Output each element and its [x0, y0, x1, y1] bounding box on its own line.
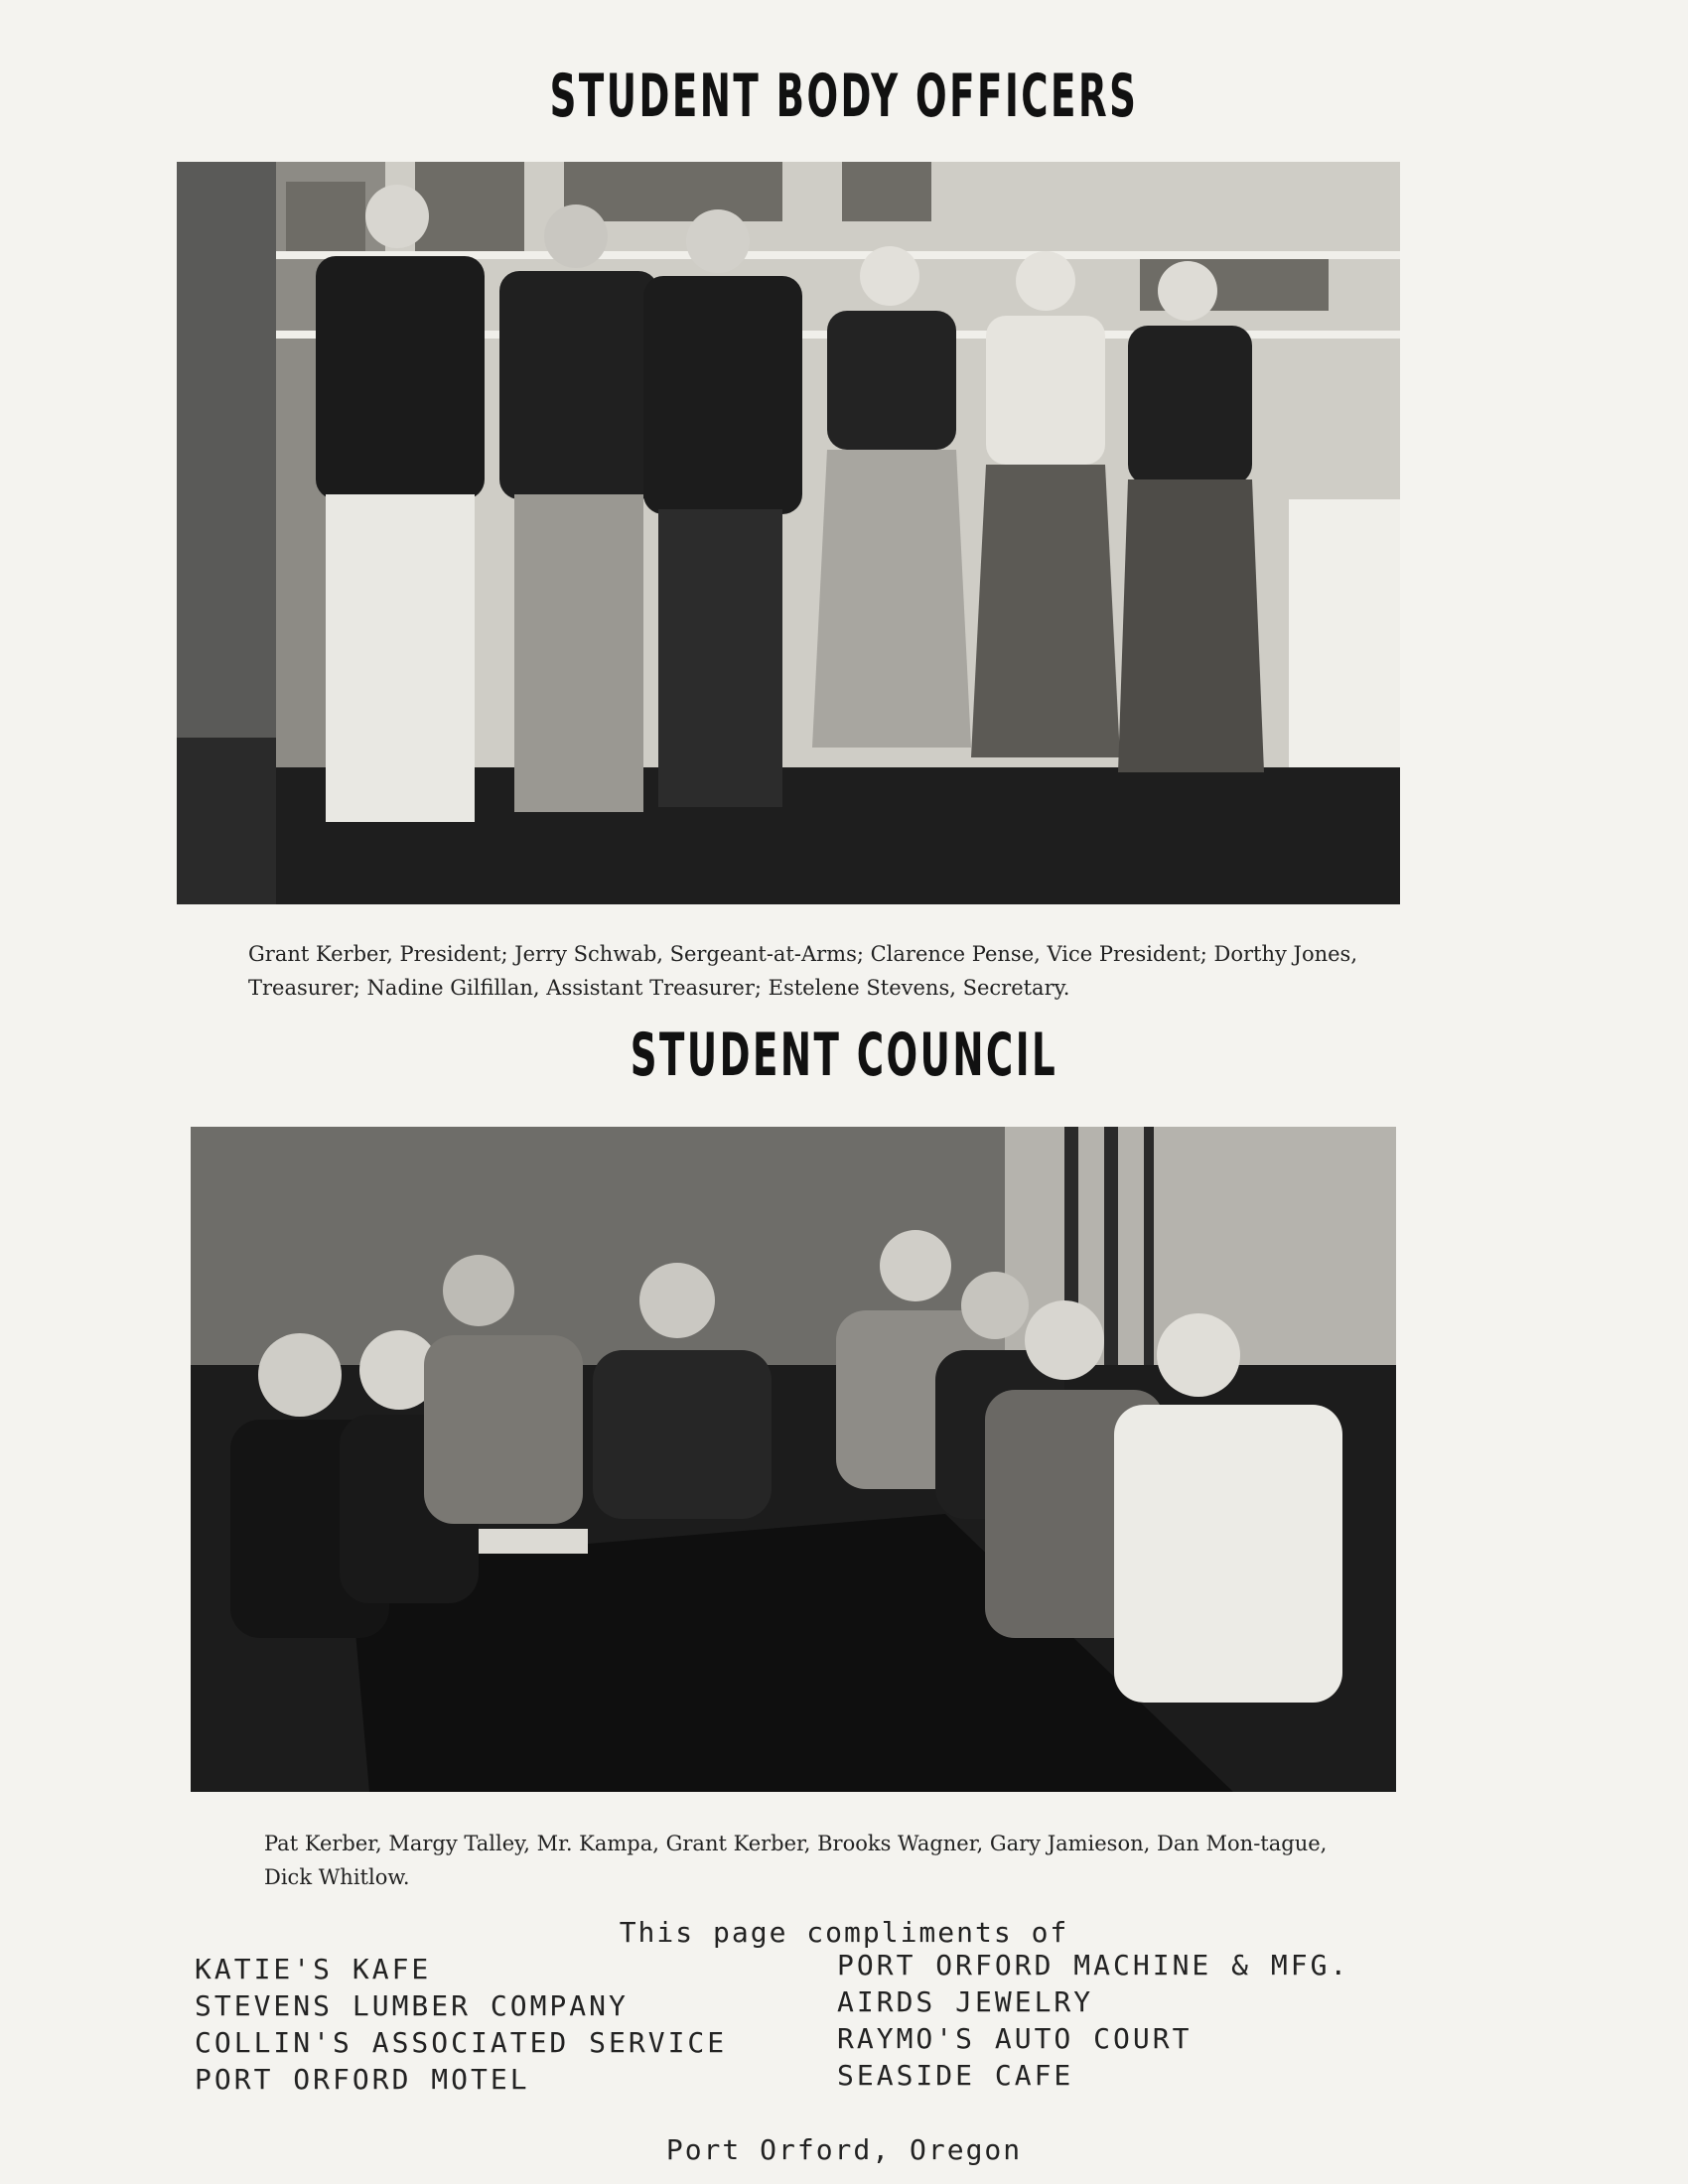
compliments-line: This page compliments of: [619, 1916, 1069, 1949]
officers-heading: STUDENT BODY OFFICERS: [549, 62, 1139, 131]
council-photo-illustration: [191, 1127, 1396, 1792]
location-line: Port Orford, Oregon: [665, 2133, 1023, 2166]
sponsor-name: PORT ORFORD MOTEL: [195, 2063, 530, 2096]
sponsor-name: STEVENS LUMBER COMPANY: [195, 1989, 629, 2022]
sponsor-name: PORT ORFORD MACHINE & MFG.: [837, 1949, 1350, 1981]
sponsor-list-left: [195, 1951, 727, 2098]
council-photo: [191, 1127, 1396, 1792]
officers-caption: Grant Kerber, President; Jerry Schwab, Sergeant-at-Arms; Clarence Pense, Vice President; Dorthy Jones, Treasurer; Nadine Gilfillan, Assistant Treasurer; Estelene Stevens, Secretary.: [248, 942, 1358, 1000]
sponsor-name: SEASIDE CAFE: [837, 2059, 1074, 2092]
sponsor-list-right: [837, 1947, 1349, 2094]
officers-photo: [177, 162, 1400, 904]
sponsor-name: COLLIN'S ASSOCIATED SERVICE: [195, 2026, 728, 2059]
council-heading: STUDENT COUNCIL: [630, 1021, 1058, 1090]
officers-photo-illustration: [177, 162, 1400, 904]
council-caption: Pat Kerber, Margy Talley, Mr. Kampa, Grant Kerber, Brooks Wagner, Gary Jamieson, Dan Mon-tague, Dick Whitlow.: [264, 1832, 1328, 1889]
sponsor-name: RAYMO'S AUTO COURT: [837, 2022, 1193, 2055]
sponsor-name: KATIE'S KAFE: [195, 1953, 432, 1985]
sponsor-name: AIRDS JEWELRY: [837, 1985, 1094, 2018]
